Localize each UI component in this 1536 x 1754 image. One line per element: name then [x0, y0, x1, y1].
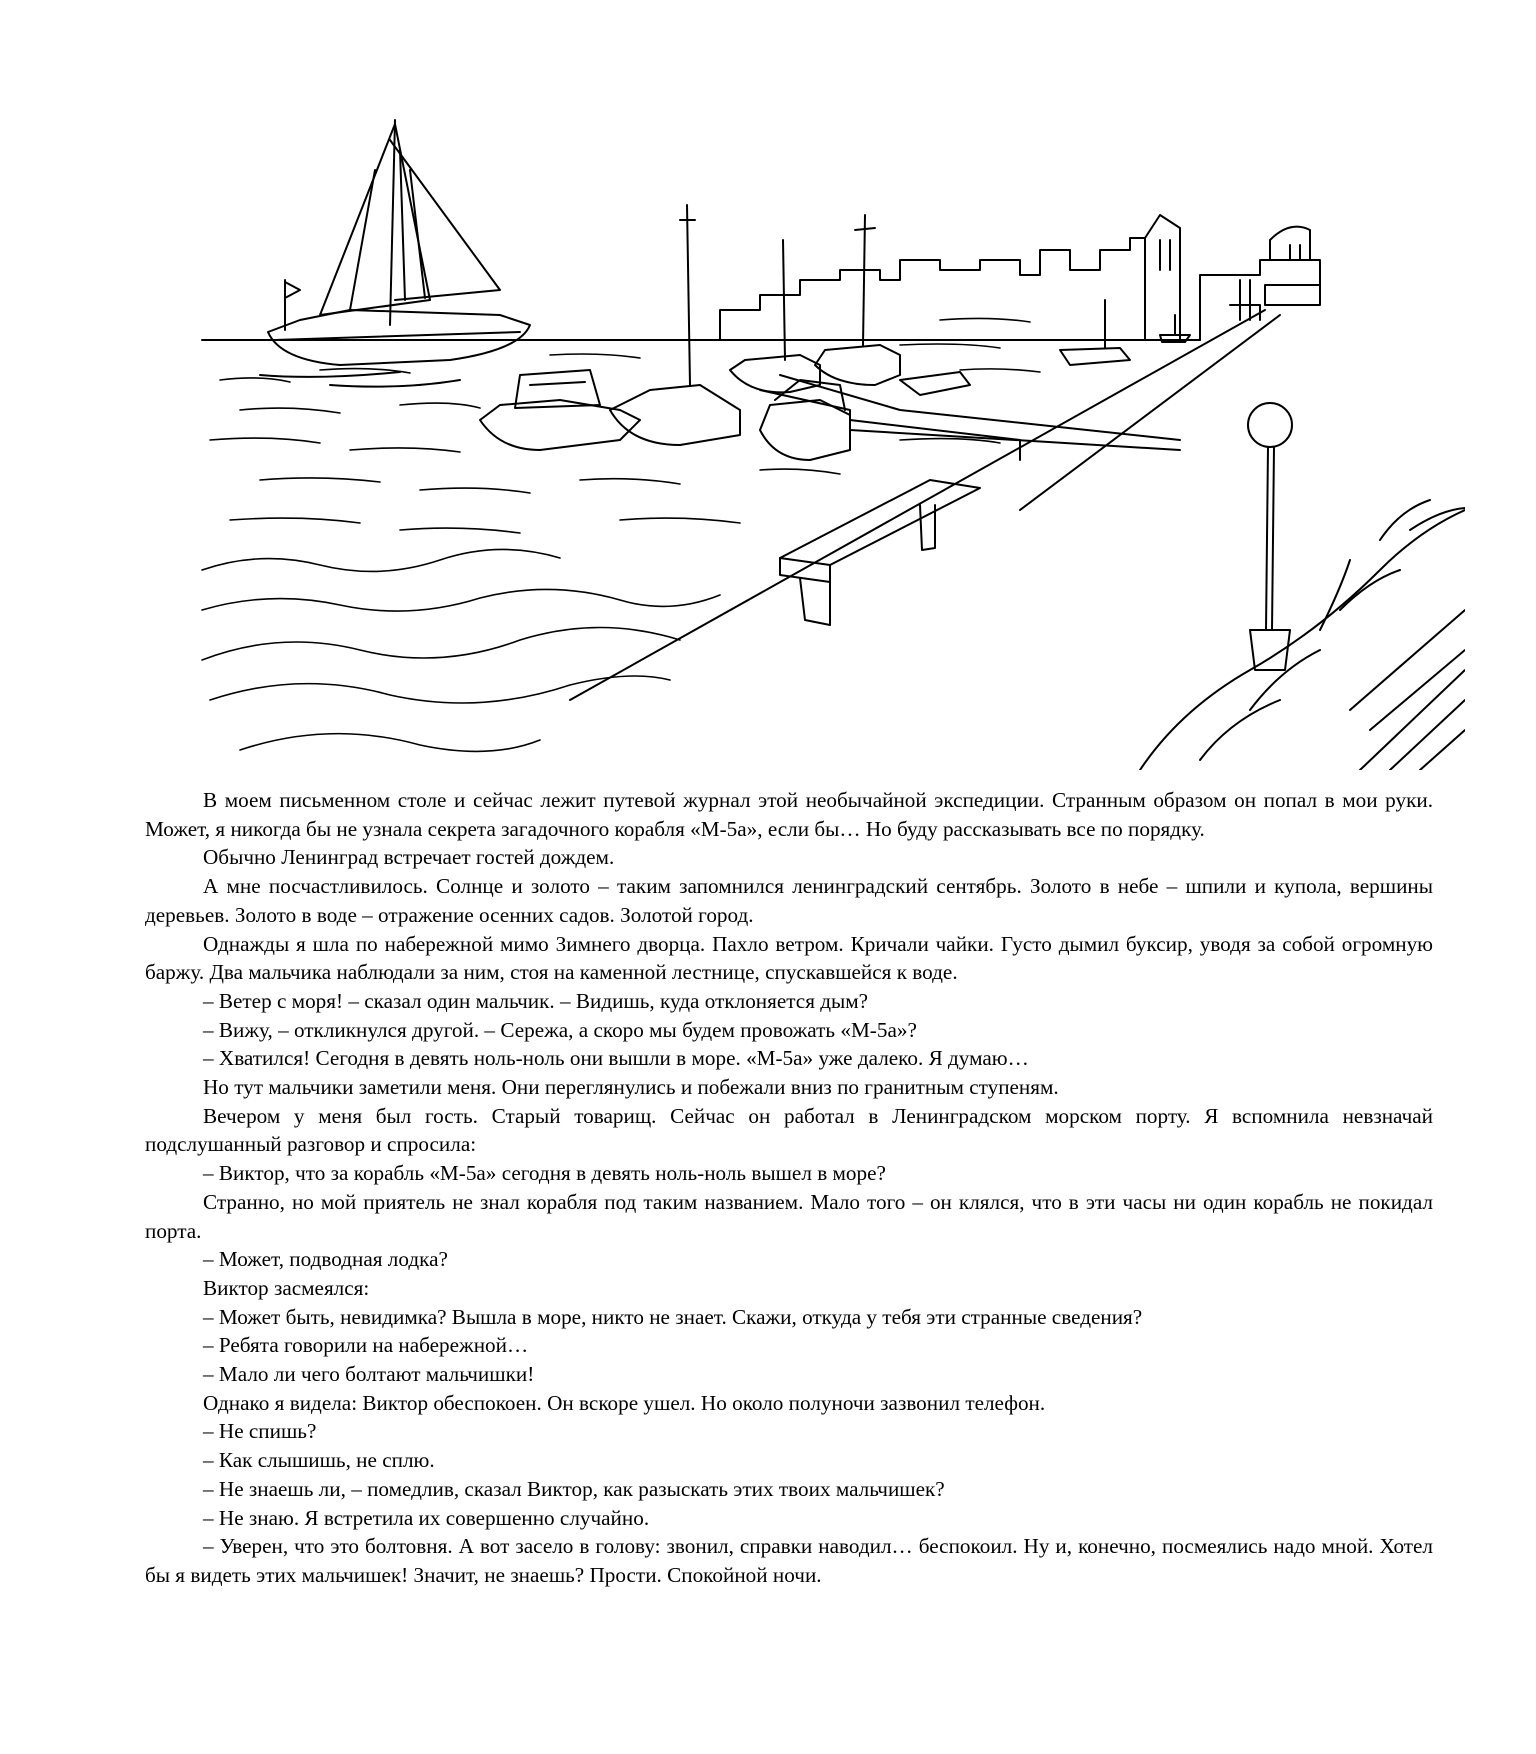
pier [570, 310, 1280, 700]
paragraph: А мне посчастливилось. Солнце и золото – таким запомнился ленинградский сентябрь. Золото в небе – шпили и купола, вершины деревьев. Золото в воде – отражение осенних садов. Золотой город. [145, 874, 1433, 927]
paragraph: – Виктор, что за корабль «М-5а» сегодня в девять ноль-ноль вышел в море? [203, 1161, 886, 1186]
story-text [145, 786, 1433, 1590]
paragraph: – Не спишь? [203, 1419, 317, 1444]
paragraph: Обычно Ленинград встречает гостей дождем. [203, 845, 615, 870]
paragraph: – Как слышишь, не сплю. [203, 1448, 435, 1473]
distant-boats [1060, 300, 1190, 365]
paragraph: – Мало ли чего болтают мальчишки! [203, 1362, 535, 1387]
harbor-illustration [200, 110, 1465, 770]
paragraph: – Не знаю. Я встретила их совершенно случайно. [203, 1505, 650, 1530]
paragraph: Однако я видела: Виктор обеспокоен. Он вскоре ушел. Но около полуночи зазвонил телефон. [203, 1390, 1046, 1415]
moored-boats [480, 205, 970, 460]
paragraph: – Ветер с моря! – сказал один мальчик. – Видишь, куда отклоняется дым? [203, 988, 869, 1013]
paragraph: – Ребята говорили на набережной… [203, 1333, 529, 1358]
paragraph: Однажды я шла по набережной мимо Зимнего дворца. Пахло ветром. Кричали чайки. Густо дымил буксир, уводя за собой огромную баржу. Два мальчика наблюдали за ним, стоя на каменной лестнице, спускавшейся к воде. [145, 931, 1433, 985]
paragraph: Но тут мальчики заметили меня. Они переглянулись и побежали вниз по гранитным ступеням. [203, 1075, 1059, 1100]
bench [780, 480, 980, 625]
lamp-post [1248, 403, 1292, 670]
paragraph: – Может, подводная лодка? [203, 1247, 448, 1272]
paragraph: – Может быть, невидимка? Вышла в море, никто не знает. Скажи, откуда у тебя эти странные сведения? [203, 1304, 1143, 1329]
water-ripples [202, 318, 1200, 751]
paragraph: – Вижу, – откликнулся другой. – Сережа, а скоро мы будем провожать «М-5а»? [203, 1017, 917, 1042]
paragraph: – Уверен, что это болтовня. А вот засело в голову: звонил, справки наводил… беспокоил. Ну и, конечно, посмеялись надо мной. Хотел бы я видеть этих мальчишек! Значит, не знаешь? Прости. Спокойной ночи. [145, 1534, 1433, 1587]
paragraph: – Не знаешь ли, – помедлив, сказал Виктор, как разыскать этих твоих мальчишек? [203, 1476, 945, 1501]
paragraph: Странно, но мой приятель не знал корабля под таким названием. Мало того – он клялся, что в эти часы ни один корабль не покидал порта. [145, 1189, 1433, 1243]
planter [1140, 500, 1465, 770]
sailboat [260, 120, 530, 387]
paragraph: Виктор засмеялся: [203, 1275, 370, 1300]
paragraph: – Хватился! Сегодня в девять ноль-ноль они вышли в море. «М-5а» уже далеко. Я думаю… [203, 1046, 1029, 1071]
paragraph: Вечером у меня был гость. Старый товарищ. Сейчас он работал в Ленинградском морском порту. Я вспомнила невзначай подслушанный разговор и спросила: [145, 1103, 1433, 1157]
paragraph: В моем письменном столе и сейчас лежит путевой журнал этой необычайной экспедиции. Странным образом он попал в мои руки. Может, я никогда бы не узнала секрета загадочного корабля «М-5а», если бы… Но буду рассказывать все по порядку. [145, 788, 1433, 841]
